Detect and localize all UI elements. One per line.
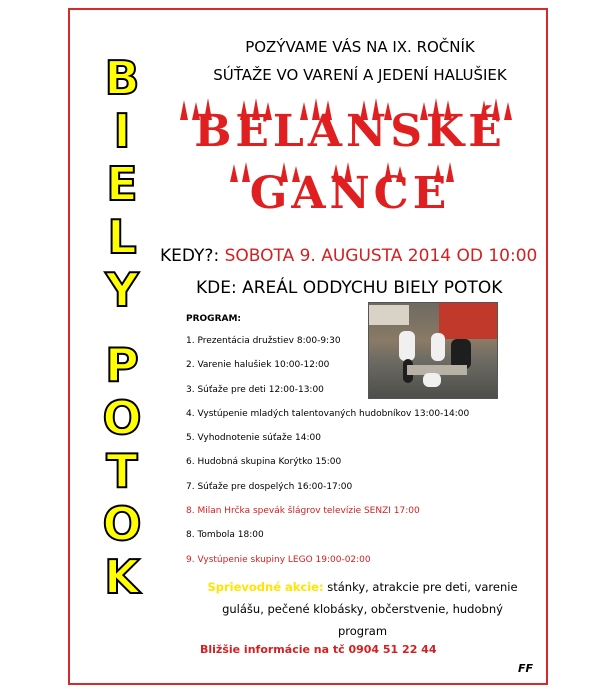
program-item: 4. Vystúpenie mladých talentovaných hudobníkov 13:00-14:00	[186, 408, 470, 419]
signature: FF	[518, 662, 534, 675]
vertical-letter: O	[102, 391, 142, 445]
date-label: KEDY?:	[160, 246, 220, 266]
accompanying-events-line: program	[337, 624, 388, 638]
vertical-letter: I	[113, 104, 131, 158]
event-location: KDE: AREÁL ODDYCHU BIELY POTOK	[196, 278, 503, 298]
contact-info: Bližšie informácie na tč 0904 51 22 44	[200, 643, 437, 656]
program-item: 8. Tombola 18:00	[186, 530, 264, 541]
subtitle-text: SÚŤAŽE VO VARENÍ A JEDENÍ HALUŠIEK	[213, 66, 507, 84]
program-item: 2. Varenie halušiek 10:00-12:00	[186, 360, 330, 371]
event-title-line1: BELANSKÉ	[194, 106, 506, 157]
vertical-letter: Y	[105, 263, 139, 317]
vertical-title	[96, 52, 148, 642]
program-item: 3. Súťaže pre deti 12:00-13:00	[186, 384, 324, 395]
program-item: 5. Vyhodnotenie súťaže 14:00	[186, 433, 321, 444]
date-value: SOBOTA 9. AUGUSTA 2014 OD 10:00	[224, 246, 538, 266]
accompanying-events	[190, 576, 535, 642]
vertical-letter: T	[106, 444, 138, 498]
event-title-line2: GANCE	[249, 168, 451, 219]
vertical-letter: O	[102, 497, 142, 551]
invite-text: POZÝVAME VÁS NA IX. ROČNÍK	[245, 38, 475, 56]
vertical-letter: L	[107, 210, 137, 264]
program-item-highlight: 9. Vystúpenie skupiny LEGO 19:00-02:00	[186, 554, 371, 565]
vertical-letter: E	[106, 157, 138, 211]
program-list	[186, 335, 506, 578]
program-heading: PROGRAM:	[186, 314, 242, 324]
vertical-letter: K	[104, 550, 140, 604]
accompanying-events-label: Sprievodné akcie:	[207, 580, 324, 594]
program-item: 7. Súťaže pre dospelých 16:00-17:00	[186, 481, 353, 492]
event-date	[160, 246, 537, 266]
program-item: 6. Hudobná skupina Korýtko 15:00	[186, 457, 342, 468]
vertical-letter: P	[105, 338, 139, 392]
accompanying-events-line: stánky, atrakcie pre deti, varenie	[327, 580, 518, 594]
program-item-highlight: 8. Milan Hrčka spevák šlágrov televízie SENZI 17:00	[186, 506, 420, 517]
vertical-letter: B	[104, 51, 140, 105]
accompanying-events-line: gulášu, pečené klobásky, občerstvenie, hudobný	[222, 602, 503, 616]
program-item: 1. Prezentácia družstiev 8:00-9:30	[186, 336, 341, 346]
